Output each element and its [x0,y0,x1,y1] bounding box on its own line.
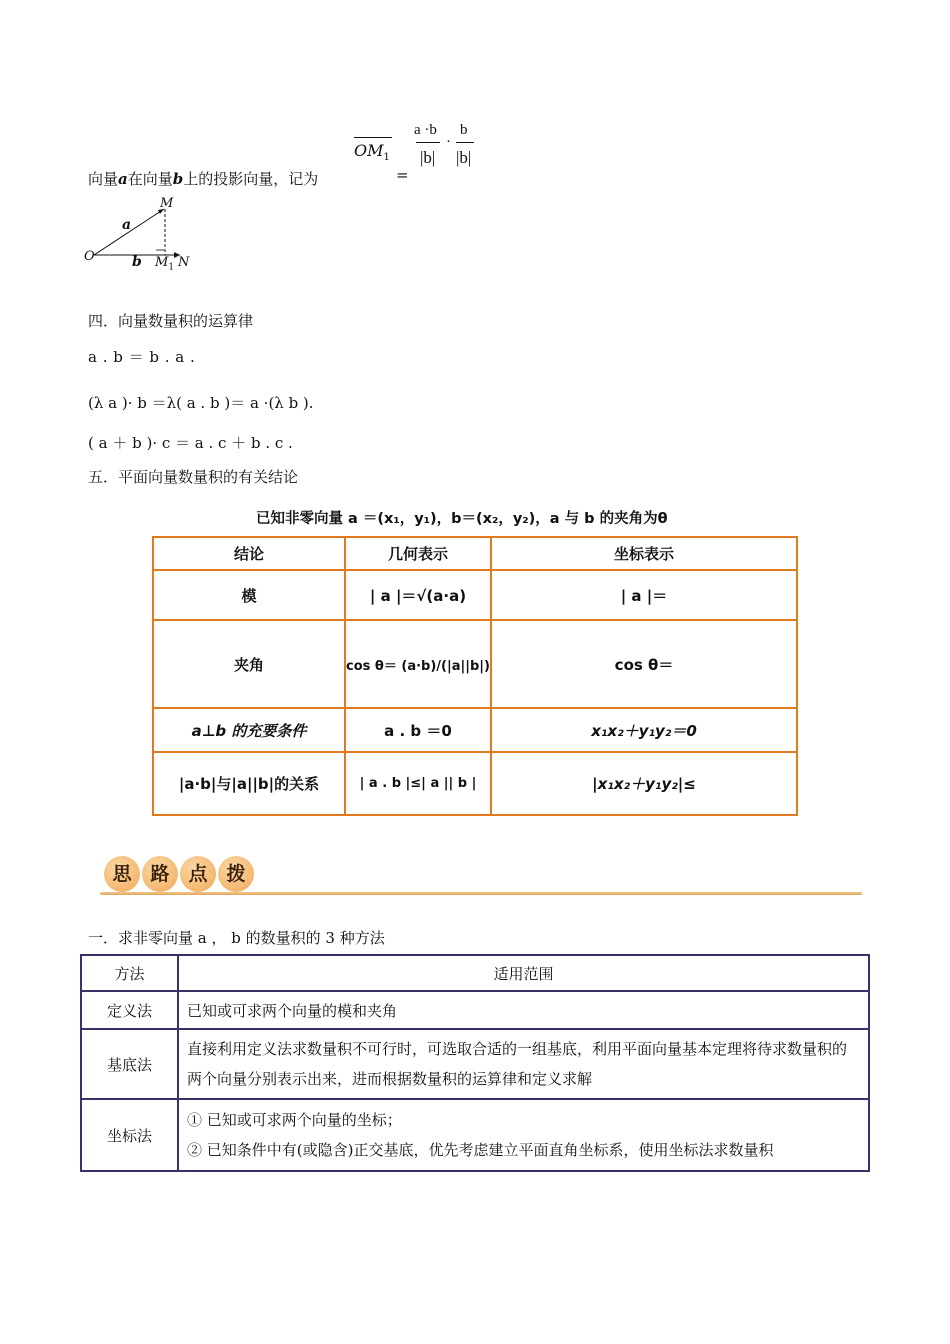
fraction-numerator: a ·b [414,122,437,138]
diagram-label-a: a [122,217,132,233]
fraction-b-numerator: b [460,122,468,138]
projection-mid: 在向量 [127,170,173,188]
fraction-b-bar [456,142,474,143]
banner-underline [100,892,862,895]
law-commutative: a . b ＝ b . a . [88,348,196,366]
projection-prefix: 向量 [88,170,119,188]
fraction-bar [416,142,440,143]
diagram-label-N: N [178,255,190,270]
row-geo-perpendicular: a . b ＝0 [345,708,491,752]
diagram-label-O: O [84,249,95,264]
om-sub: 1 [383,152,390,164]
diagram-label-M1-sub: 1 [168,262,175,273]
method-coordinate: 坐标法 [81,1099,178,1171]
fraction-dot: · [446,134,451,150]
scope-coordinate-line2: ② 已知条件中有(或隐含)正交基底，优先考虑建立平面直角坐标系，使用坐标法求数量积 [187,1141,774,1159]
banner-char-2: 路 [142,856,178,892]
row-geo-angle: cos θ＝ (a·b)/(|a||b|) [345,620,491,708]
conclusions-table [152,536,798,816]
fraction-b-denominator: |b| [456,148,472,167]
scope-basis: 直接利用定义法求数量积不可行时，可选取合适的一组基底，利用平面向量基本定理将待求数量积的两个向量分别表示出来，进而根据数量积的运算律和定义求解 [178,1029,869,1099]
law-associative: (λ a )· b ＝λ( a . b )＝ a ·(λ b ). [88,394,314,412]
projection-suffix: 上的投影向量，记为 [183,170,319,188]
table-row [81,991,869,1029]
section5-caption: 已知非零向量 a ＝(x₁，y₁)，b＝(x₂，y₂)，a 与 b 的夹角为θ [256,511,668,527]
method-basis: 基底法 [81,1029,178,1099]
banner-char-3: 点 [180,856,216,892]
row-name-modulus: 模 [153,570,345,620]
table-row [153,570,797,620]
table-row [153,752,797,815]
row-coord-inequality: |x₁x₂＋y₁y₂|≤ [491,752,797,815]
law-distributive: ( a ＋ b )· c ＝ a . c ＋ b . c . [88,434,293,452]
projection-text [88,168,318,189]
row-name-perpendicular: a⊥b 的充要条件 [153,708,345,752]
section5-title: 五．平面向量数量积的有关结论 [88,468,299,486]
conclusions-header-row [153,537,797,570]
row-coord-perpendicular: x₁x₂＋y₁y₂＝0 [491,708,797,752]
row-geo-inequality: | a . b |≤| a || b | [345,752,491,815]
header-conclusion: 结论 [153,537,345,570]
row-geo-modulus: | a |＝√(a·a) [345,570,491,620]
methods-header-row [81,955,869,991]
scope-coordinate-line1: ① 已知或可求两个向量的坐标； [187,1111,402,1129]
projection-b: b [172,170,184,188]
header-method: 方法 [81,955,178,991]
scope-coordinate [178,1099,869,1171]
section1-title: 一．求非零向量 a ， b 的数量积的 3 种方法 [88,929,385,947]
fraction-denominator: |b| [420,148,436,167]
table-row [81,1099,869,1171]
table-row [153,620,797,708]
row-coord-modulus: | a |＝ [491,570,797,620]
banner-char-4: 拨 [218,856,254,892]
diagram-label-b: b [132,254,142,270]
row-name-angle: 夹角 [153,620,345,708]
row-coord-angle: cos θ＝ [491,620,797,708]
diagram-label-M: M [160,196,174,211]
om-label-text: OM [354,141,384,160]
diagram-label-M1-text: M [155,255,169,270]
method-definition: 定义法 [81,991,178,1029]
table-row [153,708,797,752]
header-coordinate: 坐标表示 [491,537,797,570]
diagram-label-M1 [155,255,174,273]
projection-a: a [118,170,128,188]
methods-table [80,954,870,1172]
om-label [354,141,390,163]
header-scope: 适用范围 [178,955,869,991]
section4-title: 四．向量数量积的运算律 [88,312,254,330]
scope-definition: 已知或可求两个向量的模和夹角 [178,991,869,1029]
om-equals: = [396,166,409,184]
banner-char-1: 思 [104,856,140,892]
projection-fraction [412,120,478,182]
row-name-inequality: |a·b|与|a||b|的关系 [153,752,345,815]
header-geometric: 几何表示 [345,537,491,570]
table-row [81,1029,869,1099]
